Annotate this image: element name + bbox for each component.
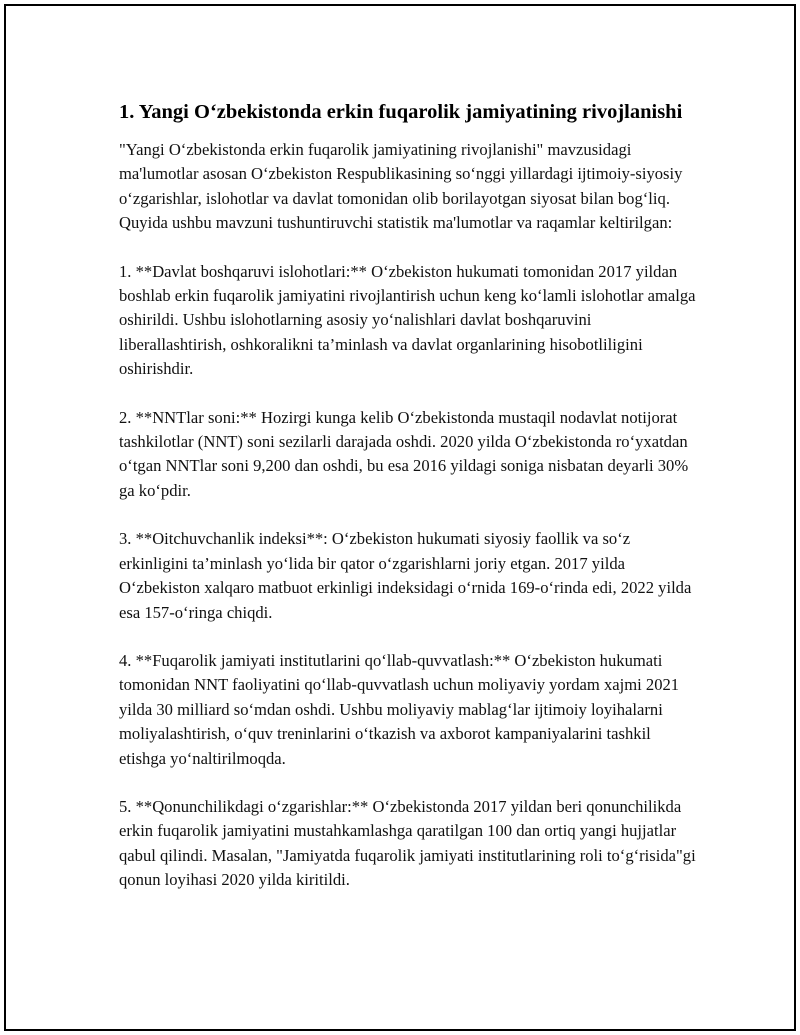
list-item: 3. **Oitchuvchanlik indeksi**: O‘zbekiston hukumati siyosiy faollik va so‘z erkinligini ta’minlash yo‘lida bir qator o‘zgarishlarni joriy etgan. 2017 yilda O‘zbekiston xalqaro matbuot erkinligi indeksidagi o‘rnida 169-o‘rinda edi, 2022 yilda esa 157-o‘ringa chiqdi. [119,529,692,622]
page-frame [4,4,796,1031]
document-body [119,99,699,893]
list-item: 4. **Fuqarolik jamiyati institutlarini qo‘llab-quvvatlash:** O‘zbekiston hukumati tomonidan NNT faoliyatini qo‘llab-quvvatlash uchun moliyaviy yordam xajmi 2021 yilda 30 milliard so‘mdan oshdi. Ushbu moliyaviy mablag‘lar ijtimoiy loyihalarni moliyalashtirish, o‘quv treninlarini o‘tkazish va axborot kampaniyalarini tashkil etishga yo‘naltirilmoqda. [119,650,680,768]
intro-paragraph: "Yangi O‘zbekistonda erkin fuqarolik jamiyatining rivojlanishi" mavzusidagi ma'lumotlar asosan O‘zbekiston Respublikasining so‘nggi yillardagi ijtimoiy-siyosiy o‘zgarishlar, islohotlar va davlat tomonidan olib borilayotgan siyosat bilan bog‘liq. Quyida ushbu mavzuni tushuntiruvchi statistik ma'lumotlar va raqamlar keltirilgan: [119,140,683,233]
document-title: 1. Yangi O‘zbekistonda erkin fuqarolik jamiyatining rivojlanishi [119,101,683,123]
list-item: 2. **NNTlar soni:** Hozirgi kunga kelib O‘zbekistonda mustaqil nodavlat notijorat tashkilotlar (NNT) soni sezilarli darajada oshdi. 2020 yilda O‘zbekistonda ro‘yxatdan o‘tgan NNTlar soni 9,200 dan oshdi, bu esa 2016 yildagi soniga nisbatan deyarli 30% ga ko‘pdir. [119,407,689,500]
list-item: 5. **Qonunchilikdagi o‘zgarishlar:** O‘zbekistonda 2017 yildan beri qonunchilikda erkin fuqarolik jamiyatini mustahkamlashga qaratilgan 100 dan ortiq yangi hujjatlar qabul qilindi. Masalan, "Jamiyatda fuqarolik jamiyati institutlarining roli to‘g‘risida"gi qonun loyihasi 2020 yilda kiritildi. [119,796,696,890]
list-item: 1. **Davlat boshqaruvi islohotlari:** O‘zbekiston hukumati tomonidan 2017 yildan boshlab erkin fuqarolik jamiyatini rivojlantirish uchun keng ko‘lamli islohotlar amalga oshirildi. Ushbu islohotlarning asosiy yo‘nalishlari davlat boshqaruvini liberallashtirish, oshkoralikni ta’minlash va davlat organlarining hisobotliligini oshirishdir. [119,261,696,379]
